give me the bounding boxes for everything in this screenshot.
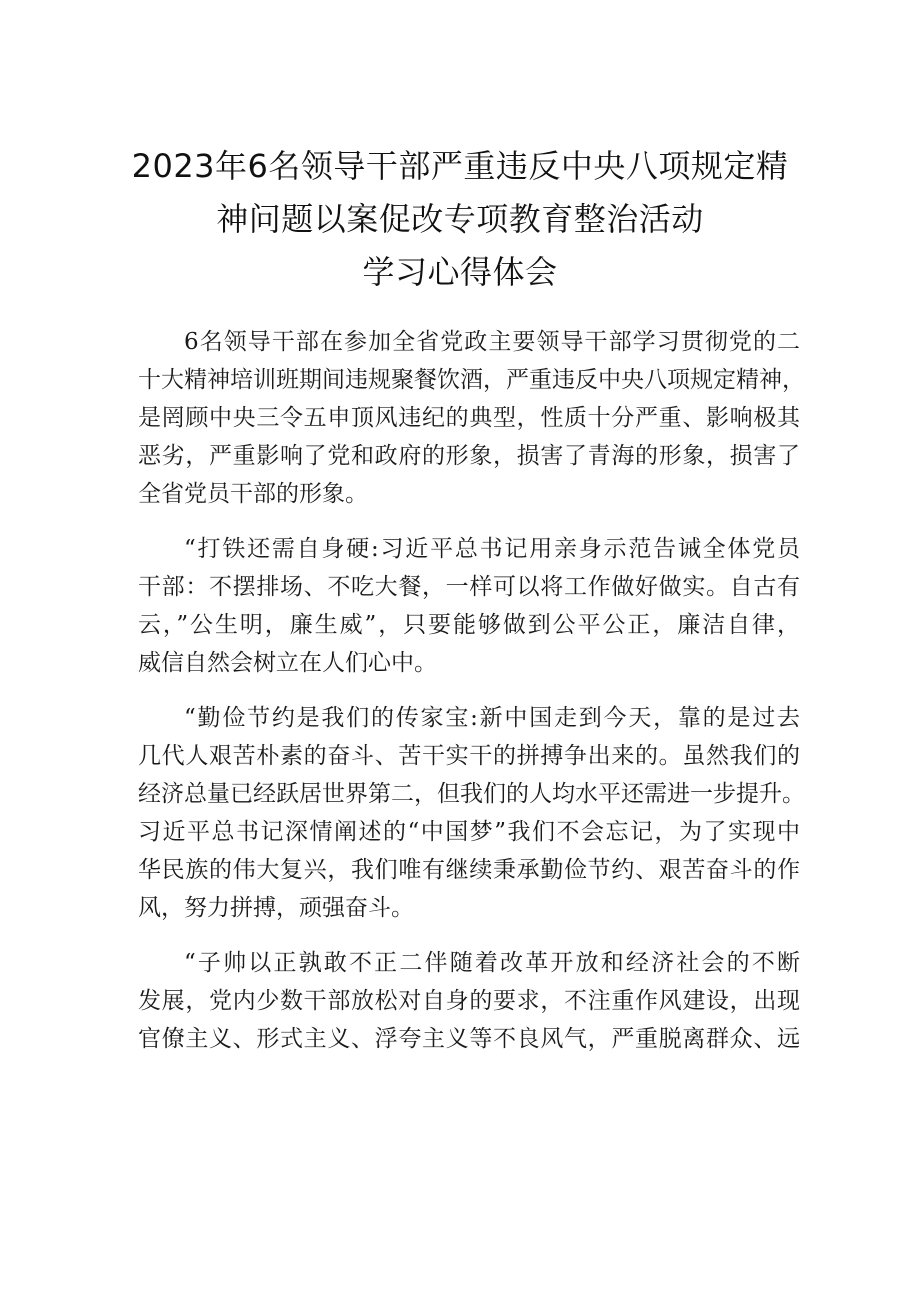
text-line: 是罔顾中央三令五申顶风违纪的典型，性质十分严重、影响极其 xyxy=(138,405,800,431)
text-line: 几代人艰苦朴素的奋斗、苦干实干的拼搏争出来的。虽然我们的 xyxy=(138,743,800,769)
text-line: “打铁还需自身硬:习近平总书记用亲身示范告诫全体党员 xyxy=(184,536,800,562)
paragraph xyxy=(138,944,800,1058)
paragraph xyxy=(138,530,800,682)
title-line: 学习心得体会 xyxy=(362,253,558,291)
text-line: 恶劣，严重影响了党和政府的形象，损害了青海的形象，损害了 xyxy=(138,443,800,469)
text-line: 威信自然会树立在人们心中。 xyxy=(138,650,437,676)
text-line: 云，”公生明，廉生威”，只要能够做到公平公正，廉洁自律， xyxy=(138,612,800,638)
text-line: 6名领导干部在参加全省党政主要领导干部学习贯彻党的二 xyxy=(184,329,800,355)
text-line: 十大精神培训班期间违规聚餐饮酒，严重违反中央八项规定精神， xyxy=(138,367,805,393)
text-line: 华民族的伟大复兴，我们唯有继续秉承勤俭节约、艰苦奋斗的作 xyxy=(138,857,800,883)
title-line: 神问题以案促改专项教育整治活动 xyxy=(216,200,704,238)
title-line: 2023年6名领导干部严重违反中央八项规定精 xyxy=(131,147,789,185)
document-title xyxy=(100,140,820,299)
text-line: 发展，党内少数干部放松对自身的要求，不注重作风建设，出现 xyxy=(138,988,800,1014)
paragraph xyxy=(138,699,805,927)
text-line: “勤俭节约是我们的传家宝:新中国走到今天，靠的是过去 xyxy=(184,705,800,731)
paragraph xyxy=(138,323,805,513)
text-line: 风，努力拼搏，顽强奋斗。 xyxy=(138,895,414,921)
document-body xyxy=(138,323,805,1058)
text-line: 官僚主义、形式主义、浮夸主义等不良风气，严重脱离群众、远 xyxy=(138,1026,800,1052)
text-line: 习近平总书记深情阐述的“中国梦”我们不会忘记，为了实现中 xyxy=(138,819,800,845)
text-line: 干部：不摆排场、不吃大餐，一样可以将工作做好做实。自古有 xyxy=(138,574,800,600)
text-line: “子帅以正孰敢不正二伴随着改革开放和经济社会的不断 xyxy=(184,950,800,976)
text-line: 经济总量已经跃居世界第二，但我们的人均水平还需进一步提升。 xyxy=(138,781,805,807)
text-line: 全省党员干部的形象。 xyxy=(138,481,368,507)
